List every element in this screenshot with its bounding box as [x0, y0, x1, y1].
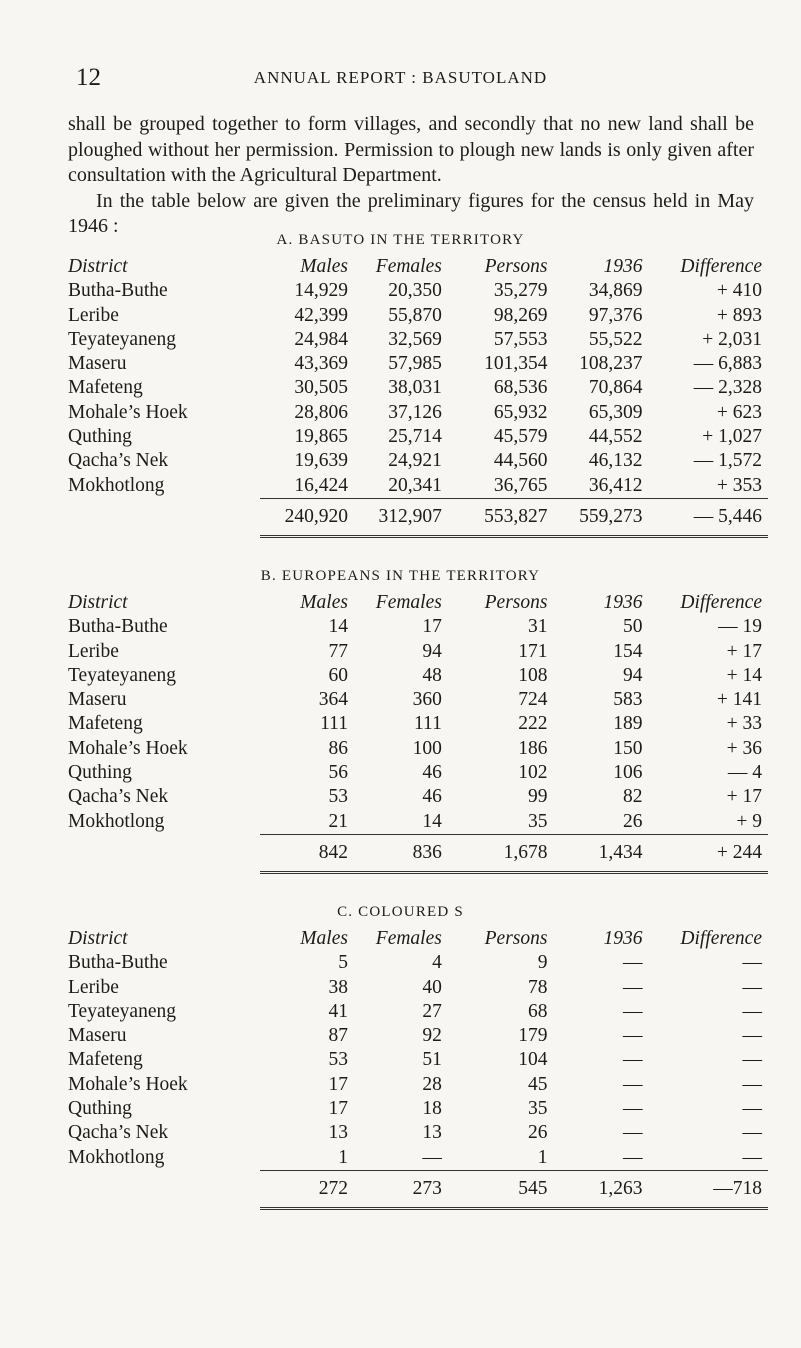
district-cell: Mafeteng — [68, 377, 143, 399]
total-cell: 559,273 — [553, 498, 648, 536]
value-cell: 111 — [414, 713, 442, 735]
district-cell: Mohale’s Hoek — [68, 737, 188, 759]
value-cell: 30,505 — [294, 377, 348, 399]
value-cell: — — [622, 1049, 643, 1071]
value-cell: 94 — [422, 640, 442, 662]
value-cell: 34,869 — [588, 280, 643, 302]
value-cell: 65,309 — [588, 401, 643, 423]
value-cell: — 2,328 — [693, 377, 762, 399]
table-row — [68, 1000, 768, 1024]
district-cell: Maseru — [68, 1025, 127, 1047]
value-cell: 1 — [338, 1146, 348, 1168]
district-cell: Quthing — [68, 1098, 132, 1120]
table-row — [68, 976, 768, 1000]
value-cell: 171 — [518, 640, 548, 662]
value-cell: + 17 — [726, 786, 762, 808]
value-cell: — — [742, 1025, 762, 1047]
value-cell: 68 — [527, 1000, 548, 1022]
value-cell: 108 — [518, 664, 548, 686]
value-cell: 87 — [328, 1025, 348, 1047]
totals-spacer — [68, 1170, 260, 1208]
value-cell: 82 — [622, 786, 643, 808]
value-cell: 48 — [422, 664, 442, 686]
column-header-males: Males — [300, 256, 348, 277]
value-cell: — — [742, 1146, 762, 1168]
value-cell: 44,552 — [588, 426, 643, 448]
value-cell: 18 — [422, 1098, 442, 1120]
table-row — [68, 785, 768, 809]
value-cell: 31 — [527, 616, 548, 638]
value-cell: — — [622, 952, 643, 974]
value-cell: 9 — [537, 952, 548, 974]
value-cell: — — [622, 1000, 643, 1022]
total-cell: 272 — [260, 1170, 354, 1208]
value-cell: 100 — [412, 737, 442, 759]
value-cell: 35 — [527, 810, 548, 832]
value-cell: 56 — [328, 762, 348, 784]
value-cell: 35,279 — [493, 280, 548, 302]
value-cell: 60 — [328, 664, 348, 686]
intro-paragraph: In the table below are given the preliminary figures for the census held in May 1946 : — [68, 189, 754, 237]
value-cell: 36,765 — [493, 474, 548, 496]
column-header-males: Males — [300, 928, 348, 949]
value-cell: 14 — [422, 810, 442, 832]
value-cell: 4 — [432, 952, 442, 974]
value-cell: 364 — [318, 689, 348, 711]
value-cell: + 9 — [736, 810, 762, 832]
column-header-year: 1936 — [603, 592, 643, 613]
value-cell: 53 — [328, 786, 348, 808]
value-cell: 53 — [328, 1049, 348, 1071]
column-header-district: District — [68, 256, 128, 277]
value-cell: 106 — [613, 762, 643, 784]
column-header-year: 1936 — [603, 928, 643, 949]
table-row — [68, 712, 768, 736]
table-row — [68, 810, 768, 835]
value-cell: 35 — [527, 1098, 548, 1120]
value-cell: 189 — [613, 713, 643, 735]
value-cell: + 14 — [726, 664, 762, 686]
table-row — [68, 761, 768, 785]
value-cell: — 4 — [727, 762, 762, 784]
value-cell: 46 — [422, 786, 442, 808]
value-cell: — — [742, 1049, 762, 1071]
value-cell: 13 — [328, 1122, 348, 1144]
value-cell: 1 — [537, 1146, 548, 1168]
district-cell: Qacha’s Nek — [68, 786, 169, 808]
table-header-row — [68, 255, 768, 279]
value-cell: 38 — [328, 976, 348, 998]
column-header-district: District — [68, 928, 128, 949]
district-cell: Qacha’s Nek — [68, 450, 169, 472]
district-cell: Leribe — [68, 304, 119, 326]
total-cell: 1,263 — [553, 1170, 648, 1208]
value-cell: — — [422, 1146, 442, 1168]
value-cell: 55,522 — [588, 328, 643, 350]
table-row — [68, 425, 768, 449]
value-cell: 111 — [320, 713, 348, 735]
value-cell: — 19 — [718, 616, 762, 638]
page-number: 12 — [76, 64, 101, 91]
table-header-row — [68, 591, 768, 615]
value-cell: + 1,027 — [702, 426, 762, 448]
value-cell: 102 — [518, 762, 548, 784]
table-row — [68, 401, 768, 425]
total-cell: + 244 — [648, 834, 768, 872]
district-cell: Teyateyaneng — [68, 664, 176, 686]
value-cell: 78 — [527, 976, 548, 998]
district-cell: Mafeteng — [68, 1049, 143, 1071]
value-cell: 44,560 — [493, 450, 548, 472]
value-cell: — — [622, 1073, 643, 1095]
value-cell: 45 — [527, 1073, 548, 1095]
page-header — [0, 64, 801, 94]
totals-row — [68, 498, 768, 536]
value-cell: 360 — [412, 689, 442, 711]
value-cell: — — [622, 1122, 643, 1144]
total-cell: 1,434 — [553, 834, 648, 872]
value-cell: 37,126 — [388, 401, 442, 423]
value-cell: 186 — [518, 737, 548, 759]
table-header-row — [68, 927, 768, 951]
value-cell: 25,714 — [388, 426, 442, 448]
table-row — [68, 1121, 768, 1145]
value-cell: 17 — [422, 616, 442, 638]
value-cell: 14,929 — [294, 280, 348, 302]
value-cell: + 410 — [716, 280, 762, 302]
total-cell: —718 — [648, 1170, 768, 1208]
district-cell: Mokhotlong — [68, 1146, 165, 1168]
total-cell: 553,827 — [448, 498, 554, 536]
totals-row — [68, 1170, 768, 1208]
value-cell: + 33 — [726, 713, 762, 735]
column-header-males: Males — [300, 592, 348, 613]
value-cell: 179 — [518, 1025, 548, 1047]
value-cell: — — [742, 952, 762, 974]
table-row — [68, 1097, 768, 1121]
value-cell: — — [742, 976, 762, 998]
value-cell: 24,984 — [294, 328, 348, 350]
value-cell: 17 — [328, 1073, 348, 1095]
total-cell: 240,920 — [260, 498, 354, 536]
value-cell: 94 — [622, 664, 643, 686]
column-header-persons: Persons — [484, 256, 548, 277]
value-cell: — 1,572 — [693, 450, 762, 472]
value-cell: 41 — [328, 1000, 348, 1022]
value-cell: 14 — [328, 616, 348, 638]
intro-paragraph: shall be grouped together to form villages, and secondly that no new land shall be ploughed without her permission. Permission to plough new lands is only given after consultation with the Agricultural Department. — [68, 113, 754, 186]
column-header-district: District — [68, 592, 128, 613]
value-cell: 97,376 — [588, 304, 643, 326]
total-cell: 545 — [448, 1170, 554, 1208]
column-header-females: Females — [375, 592, 442, 613]
section-title: A. BASUTO IN THE TERRITORY — [276, 232, 525, 248]
value-cell: 36,412 — [588, 474, 643, 496]
district-cell: Leribe — [68, 640, 119, 662]
column-header-persons: Persons — [484, 592, 548, 613]
table-row — [68, 328, 768, 352]
table-row — [68, 951, 768, 975]
table-row — [68, 279, 768, 303]
district-cell: Teyateyaneng — [68, 1000, 176, 1022]
district-cell: Leribe — [68, 976, 119, 998]
value-cell: 77 — [328, 640, 348, 662]
value-cell: 42,399 — [294, 304, 348, 326]
district-cell: Quthing — [68, 426, 132, 448]
value-cell: + 623 — [716, 401, 762, 423]
table-row — [68, 1073, 768, 1097]
value-cell: 16,424 — [294, 474, 348, 496]
value-cell: 19,865 — [294, 426, 348, 448]
total-cell: 1,678 — [448, 834, 554, 872]
table-row — [68, 615, 768, 639]
table-row — [68, 449, 768, 473]
column-header-females: Females — [375, 256, 442, 277]
value-cell: — — [622, 976, 643, 998]
column-header-females: Females — [375, 928, 442, 949]
value-cell: + 141 — [716, 689, 762, 711]
total-cell: 312,907 — [354, 498, 448, 536]
value-cell: 27 — [422, 1000, 442, 1022]
value-cell: 19,639 — [294, 450, 348, 472]
table-row — [68, 688, 768, 712]
value-cell: 65,932 — [493, 401, 548, 423]
value-cell: + 893 — [716, 304, 762, 326]
table-row — [68, 304, 768, 328]
column-header-year: 1936 — [603, 256, 643, 277]
value-cell: 46,132 — [588, 450, 643, 472]
value-cell: — — [742, 1000, 762, 1022]
value-cell: 51 — [422, 1049, 442, 1071]
value-cell: 32,569 — [388, 328, 442, 350]
value-cell: — — [742, 1073, 762, 1095]
value-cell: 57,985 — [388, 353, 442, 375]
value-cell: 86 — [328, 737, 348, 759]
value-cell: 17 — [328, 1098, 348, 1120]
running-head: ANNUAL REPORT : BASUTOLAND — [253, 68, 548, 87]
value-cell: 50 — [622, 616, 643, 638]
table-row — [68, 1024, 768, 1048]
value-cell: — — [742, 1098, 762, 1120]
value-cell: 13 — [422, 1122, 442, 1144]
totals-row — [68, 834, 768, 872]
value-cell: 5 — [338, 952, 348, 974]
district-cell: Teyateyaneng — [68, 328, 176, 350]
value-cell: 20,341 — [388, 474, 442, 496]
value-cell: 45,579 — [493, 426, 548, 448]
value-cell: 99 — [527, 786, 548, 808]
value-cell: 150 — [613, 737, 643, 759]
table-row — [68, 664, 768, 688]
census-table-basuto — [68, 255, 768, 538]
total-cell: 273 — [354, 1170, 448, 1208]
value-cell: + 17 — [726, 640, 762, 662]
value-cell: — — [622, 1098, 643, 1120]
district-cell: Mokhotlong — [68, 810, 165, 832]
value-cell: 24,921 — [388, 450, 442, 472]
total-cell: 836 — [354, 834, 448, 872]
value-cell: 108,237 — [579, 353, 643, 375]
value-cell: + 36 — [726, 737, 762, 759]
value-cell: — — [622, 1146, 643, 1168]
value-cell: 724 — [518, 689, 548, 711]
table-row — [68, 1048, 768, 1072]
value-cell: 70,864 — [588, 377, 643, 399]
table-row — [68, 640, 768, 664]
district-cell: Mohale’s Hoek — [68, 1073, 188, 1095]
census-table-coloureds — [68, 927, 768, 1210]
value-cell: 43,369 — [294, 353, 348, 375]
table-row — [68, 1146, 768, 1171]
total-cell: — 5,446 — [648, 498, 768, 536]
value-cell: 101,354 — [484, 353, 548, 375]
district-cell: Butha-Buthe — [68, 280, 168, 302]
value-cell: + 2,031 — [702, 328, 762, 350]
table-row — [68, 737, 768, 761]
section-title: C. COLOURED S — [337, 904, 464, 920]
district-cell: Mohale’s Hoek — [68, 401, 188, 423]
value-cell: 104 — [518, 1049, 548, 1071]
table-row — [68, 352, 768, 376]
total-cell: 842 — [260, 834, 354, 872]
value-cell: 222 — [518, 713, 548, 735]
value-cell: 57,553 — [493, 328, 548, 350]
value-cell: 68,536 — [493, 377, 548, 399]
value-cell: 28,806 — [294, 401, 348, 423]
section-title: B. EUROPEANS IN THE TERRITORY — [260, 568, 541, 584]
value-cell: 92 — [422, 1025, 442, 1047]
column-header-persons: Persons — [484, 928, 548, 949]
column-header-difference: Difference — [680, 592, 762, 613]
value-cell: 20,350 — [388, 280, 442, 302]
district-cell: Quthing — [68, 762, 132, 784]
value-cell: 583 — [613, 689, 643, 711]
district-cell: Butha-Buthe — [68, 952, 168, 974]
totals-spacer — [68, 834, 260, 872]
value-cell: 98,269 — [493, 304, 548, 326]
value-cell: 40 — [422, 976, 442, 998]
census-table-europeans — [68, 591, 768, 874]
value-cell: 55,870 — [388, 304, 442, 326]
value-cell: — — [622, 1025, 643, 1047]
district-cell: Mafeteng — [68, 713, 143, 735]
totals-spacer — [68, 498, 260, 536]
value-cell: 21 — [328, 810, 348, 832]
value-cell: 38,031 — [388, 377, 442, 399]
table-row — [68, 376, 768, 400]
district-cell: Qacha’s Nek — [68, 1122, 169, 1144]
value-cell: 26 — [527, 1122, 548, 1144]
value-cell: 26 — [622, 810, 643, 832]
intro-text — [68, 112, 754, 240]
district-cell: Mokhotlong — [68, 474, 165, 496]
district-cell: Maseru — [68, 353, 127, 375]
value-cell: 28 — [422, 1073, 442, 1095]
district-cell: Maseru — [68, 689, 127, 711]
value-cell: — 6,883 — [693, 353, 762, 375]
value-cell: 46 — [422, 762, 442, 784]
value-cell: — — [742, 1122, 762, 1144]
column-header-difference: Difference — [680, 928, 762, 949]
table-row — [68, 474, 768, 499]
column-header-difference: Difference — [680, 256, 762, 277]
value-cell: 154 — [613, 640, 643, 662]
district-cell: Butha-Buthe — [68, 616, 168, 638]
value-cell: + 353 — [716, 474, 762, 496]
